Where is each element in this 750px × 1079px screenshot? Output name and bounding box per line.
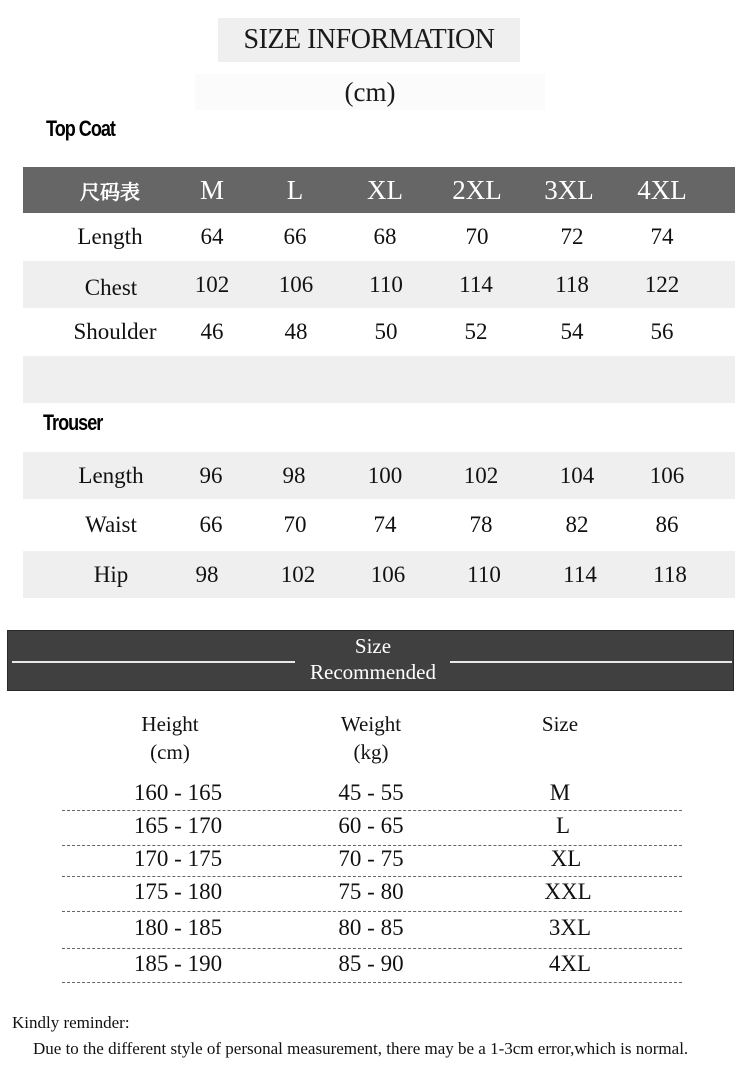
page-title-text: SIZE INFORMATION	[243, 24, 495, 55]
cell-value: 48	[284, 319, 308, 344]
table-row	[62, 778, 682, 811]
cell-value: 110	[369, 271, 403, 297]
cell-value: 98	[195, 561, 219, 587]
table-row-chest	[23, 261, 735, 308]
size-header-label: Size	[541, 712, 579, 736]
table-row-length	[23, 452, 735, 499]
cell-value: 110	[467, 561, 501, 587]
cell-value: 66	[283, 224, 307, 249]
table-row	[62, 912, 682, 949]
height-range: 170 - 175	[133, 846, 223, 871]
cell-value: 118	[653, 561, 687, 587]
banner-divider-right	[450, 661, 732, 663]
height-range: 160 - 165	[133, 780, 223, 805]
cell-value: 114	[459, 271, 493, 297]
unit-label	[195, 74, 545, 110]
table-row	[62, 877, 682, 912]
banner-title-line1: Size	[354, 634, 392, 658]
weight-range: 60 - 65	[338, 813, 404, 838]
weight-range: 80 - 85	[338, 915, 404, 940]
table-row	[62, 811, 682, 846]
cell-value: 78	[469, 512, 493, 537]
reminder-title: Kindly reminder:	[12, 1013, 130, 1032]
cell-value: 56	[650, 319, 674, 344]
size-column-header	[510, 710, 610, 738]
cell-value: 106	[370, 561, 406, 587]
height-range: 180 - 185	[133, 915, 223, 940]
page-title	[218, 18, 520, 62]
recommended-size: 4XL	[548, 951, 592, 976]
cell-value: 68	[373, 224, 397, 249]
reminder-text: Due to the different style of personal measurement, there may be a 1-3cm error,which is normal.	[33, 1039, 689, 1058]
weight-header-label: Weight	[340, 712, 402, 736]
cell-value: 70	[283, 512, 307, 537]
column-header-l: L	[286, 174, 304, 205]
table-row-length	[23, 213, 735, 261]
banner-divider-left	[12, 661, 295, 663]
cell-value: 86	[655, 512, 679, 537]
cell-value: 106	[649, 462, 685, 488]
column-header-m: M	[199, 174, 225, 205]
column-header-size-chart: 尺码表	[80, 179, 140, 204]
size-recommendation-table	[62, 778, 682, 983]
cell-value: 82	[565, 512, 589, 537]
height-range: 185 - 190	[133, 951, 223, 976]
trouser-section-label: Trouser	[43, 410, 103, 435]
weight-range: 75 - 80	[338, 879, 404, 904]
weight-range: 70 - 75	[338, 846, 404, 871]
cell-value: 96	[199, 462, 223, 488]
recommended-size: L	[555, 813, 571, 838]
column-header-4xl: 4XL	[637, 174, 687, 205]
weight-header-unit: (kg)	[353, 740, 389, 764]
row-label: Length	[78, 462, 144, 488]
size-recommended-banner	[7, 630, 734, 691]
banner-title-line2: Recommended	[310, 660, 436, 684]
cell-value: 118	[555, 271, 589, 297]
cell-value: 54	[560, 319, 584, 344]
column-header-xl: XL	[367, 174, 403, 205]
table-row	[62, 949, 682, 983]
cell-value: 74	[650, 224, 674, 249]
recommended-size: 3XL	[548, 915, 592, 940]
recommended-size: XXL	[544, 879, 592, 904]
column-header-3xl: 3XL	[544, 174, 594, 205]
cell-value: 46	[200, 319, 224, 344]
table-row-empty	[23, 356, 735, 403]
row-label: Hip	[93, 561, 129, 587]
cell-value: 72	[560, 224, 584, 249]
cell-value: 74	[373, 512, 397, 537]
weight-range: 85 - 90	[338, 951, 404, 976]
unit-label-text: (cm)	[344, 76, 396, 107]
top-coat-section-label: Top Coat	[46, 116, 115, 141]
cell-value: 102	[280, 561, 316, 587]
row-label: Length	[77, 224, 143, 249]
top-coat-size-table	[23, 167, 735, 403]
table-row-waist	[23, 499, 735, 551]
cell-value: 50	[374, 319, 398, 344]
table-row	[62, 846, 682, 877]
row-label: Shoulder	[73, 319, 157, 344]
cell-value: 52	[464, 319, 488, 344]
table-row-shoulder	[23, 308, 735, 356]
cell-value: 102	[463, 462, 499, 488]
cell-value: 98	[282, 462, 306, 488]
row-label: Chest	[84, 274, 138, 300]
cell-value: 122	[644, 271, 680, 297]
recommended-size: M	[549, 780, 571, 805]
size-table-header-row	[23, 167, 735, 213]
height-column-header	[120, 710, 220, 766]
cell-value: 106	[278, 271, 314, 297]
height-header-label: Height	[141, 712, 199, 736]
weight-range: 45 - 55	[338, 780, 404, 805]
recommended-size: XL	[550, 846, 582, 871]
table-row-hip	[23, 551, 735, 598]
row-label: Waist	[85, 512, 137, 537]
height-range: 165 - 170	[133, 813, 223, 838]
cell-value: 114	[563, 561, 597, 587]
height-header-unit: (cm)	[150, 740, 190, 764]
weight-column-header	[321, 710, 421, 766]
cell-value: 64	[200, 224, 224, 249]
cell-value: 102	[194, 271, 230, 297]
trouser-size-table	[23, 452, 735, 598]
cell-value: 104	[559, 462, 595, 488]
column-header-2xl: 2XL	[452, 174, 502, 205]
cell-value: 70	[465, 224, 489, 249]
cell-value: 66	[199, 512, 223, 537]
height-range: 175 - 180	[133, 879, 223, 904]
cell-value: 100	[367, 462, 403, 488]
